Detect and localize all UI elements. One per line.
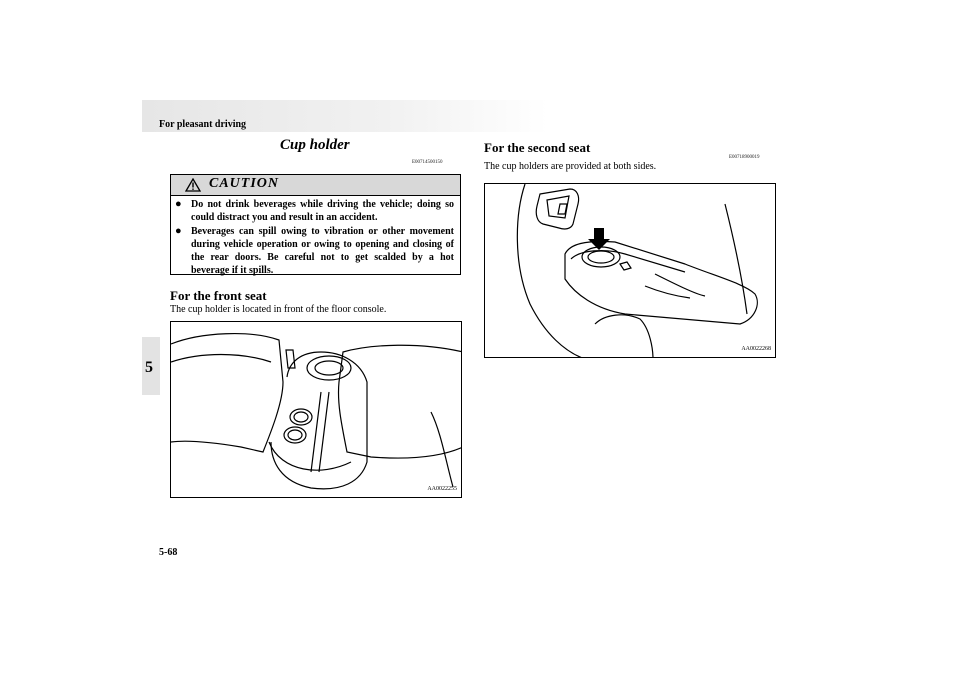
caution-item — [175, 225, 454, 278]
second-seat-code: E00718900019 — [729, 155, 760, 160]
second-seat-cup-holder-figure — [484, 183, 776, 358]
page-number: 5-68 — [159, 547, 178, 558]
second-seat-heading: For the second seat — [484, 140, 591, 155]
front-cup-holder-illustration — [171, 322, 462, 498]
front-seat-text: The cup holder is located in front of the floor console. — [170, 304, 387, 315]
caution-item-text: Beverages can spill owing to vibration or other movement during vehicle operation or owing to opening and closing of the rear doors. Be careful not to get scalded by a hot beverage if it spills. — [191, 225, 454, 277]
caution-item-text: Do not drink beverages while driving the vehicle; doing so could distract you and result in an accident. — [191, 199, 454, 224]
caution-list — [171, 196, 460, 278]
running-header: For pleasant driving — [159, 119, 247, 130]
rear-figure-code: AA0022268 — [741, 346, 771, 352]
rear-cup-holder-illustration — [485, 184, 776, 358]
front-seat-cup-holder-figure — [170, 321, 462, 498]
caution-box — [170, 174, 461, 275]
section-code: E00714500150 — [412, 160, 443, 165]
warning-triangle-icon — [185, 178, 201, 192]
down-arrow-icon — [588, 228, 610, 250]
second-seat-text: The cup holders are provided at both sides. — [484, 161, 657, 172]
caution-item — [175, 198, 454, 225]
bullet-icon: ● — [175, 198, 182, 210]
bullet-icon: ● — [175, 224, 182, 237]
front-seat-heading: For the front seat — [170, 288, 267, 303]
front-figure-code: AA0022255 — [427, 486, 457, 492]
section-title: Cup holder — [280, 137, 350, 153]
caution-header — [171, 175, 460, 196]
chapter-number: 5 — [145, 359, 153, 376]
caution-label: CAUTION — [209, 176, 280, 191]
